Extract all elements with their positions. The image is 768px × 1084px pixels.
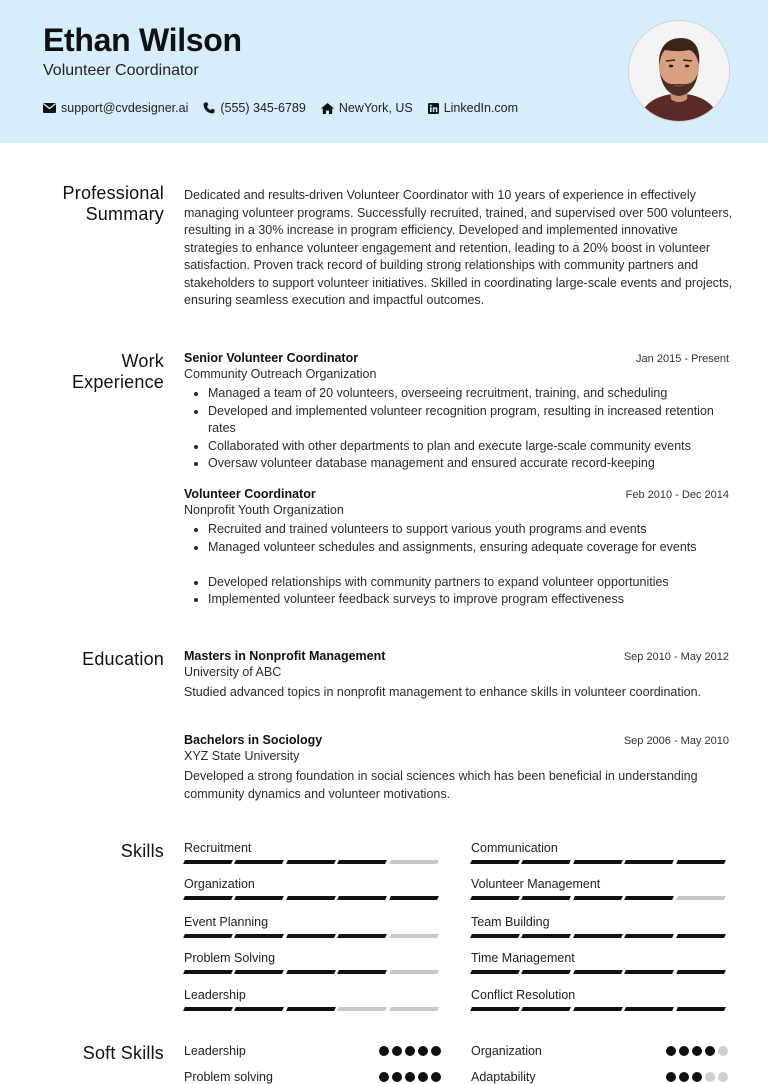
contact-phone-text: (555) 345-6789 xyxy=(220,101,306,115)
experience-bullet: • Developed and implemented volunteer recognition program, resulting in increased retention rates xyxy=(208,403,729,438)
skill-name: Communication xyxy=(471,841,558,855)
skill-level-bar xyxy=(184,1007,441,1011)
experience-bullet: • Managed volunteer schedules and assignments, ensuring adequate coverage for events xyxy=(208,539,729,557)
candidate-name: Ethan Wilson xyxy=(43,22,242,58)
skill-level-segment xyxy=(234,970,284,974)
rating-dot xyxy=(418,1046,428,1056)
soft-skill-rating xyxy=(376,1046,441,1056)
experience-bullets xyxy=(184,521,729,609)
skill-level-segment xyxy=(470,970,520,974)
skill-level-bar xyxy=(184,896,441,900)
education-description: Studied advanced topics in nonprofit management to enhance skills in volunteer coordination. xyxy=(184,685,701,699)
skill-name: Recruitment xyxy=(184,841,252,855)
skill-level-segment xyxy=(234,1007,284,1011)
experience-bullets xyxy=(184,385,729,473)
experience-bullet: • Collaborated with other departments to plan and execute large-scale community events xyxy=(208,438,729,456)
experience-date: Jan 2015 - Present xyxy=(636,353,729,365)
rating-dot xyxy=(679,1072,689,1082)
section-title-skills: Skills xyxy=(120,841,164,861)
experience-bullet: • Recruited and trained volunteers to support various youth programs and events xyxy=(208,521,729,539)
skill-level-segment xyxy=(470,860,520,864)
rating-dot xyxy=(705,1046,715,1056)
skill-item xyxy=(184,951,441,974)
skill-level-segment xyxy=(389,1007,439,1011)
education-school: XYZ State University xyxy=(184,749,300,763)
skill-level-segment xyxy=(624,1007,674,1011)
education-date: Sep 2006 - May 2010 xyxy=(623,735,729,747)
rating-dot xyxy=(692,1072,702,1082)
contact-location-text: NewYork, US xyxy=(338,101,413,115)
contact-email[interactable] xyxy=(43,101,188,115)
soft-skill-item xyxy=(184,1070,441,1084)
skill-item xyxy=(471,951,728,974)
rating-dot xyxy=(392,1046,402,1056)
skill-level-segment xyxy=(521,970,571,974)
contact-phone[interactable] xyxy=(203,101,305,115)
skill-item xyxy=(184,841,441,864)
skill-level-segment xyxy=(286,1007,336,1011)
skill-item xyxy=(471,988,728,1011)
skill-level-segment xyxy=(521,896,571,900)
skill-item xyxy=(471,841,728,864)
soft-skill-rating xyxy=(376,1072,441,1082)
skill-level-bar xyxy=(471,934,728,938)
envelope-icon xyxy=(43,103,56,113)
skill-level-bar xyxy=(184,934,441,938)
skill-level-segment xyxy=(286,896,336,900)
experience-bullet: • Oversaw volunteer database management and ensured accurate record-keeping xyxy=(208,455,729,473)
rating-dot xyxy=(405,1046,415,1056)
skill-level-segment xyxy=(183,934,233,938)
rating-dot xyxy=(379,1072,389,1082)
skill-level-segment xyxy=(573,970,623,974)
skill-level-segment xyxy=(470,1007,520,1011)
header-banner xyxy=(0,0,768,143)
rating-dot xyxy=(666,1046,676,1056)
rating-dot xyxy=(418,1072,428,1082)
skill-level-bar xyxy=(184,970,441,974)
skill-level-segment xyxy=(286,860,336,864)
skill-level-segment xyxy=(573,934,623,938)
rating-dot xyxy=(718,1072,728,1082)
skill-level-segment xyxy=(389,896,439,900)
profile-photo xyxy=(628,20,730,122)
skill-name: Problem Solving xyxy=(184,951,276,965)
skill-level-segment xyxy=(183,970,233,974)
skill-level-segment xyxy=(521,1007,571,1011)
skill-level-segment xyxy=(676,1007,726,1011)
rating-dot xyxy=(431,1072,441,1082)
skill-level-segment xyxy=(337,1007,387,1011)
skill-level-segment xyxy=(470,896,520,900)
experience-organization: Nonprofit Youth Organization xyxy=(184,503,344,517)
skill-level-segment xyxy=(624,970,674,974)
contact-email-text: support@cvdesigner.ai xyxy=(61,101,189,115)
skill-level-segment xyxy=(624,934,674,938)
experience-date: Feb 2010 - Dec 2014 xyxy=(625,489,729,501)
skill-name: Conflict Resolution xyxy=(471,988,576,1002)
section-title-soft-skills: Soft Skills xyxy=(82,1043,164,1063)
skill-level-segment xyxy=(389,860,439,864)
skill-level-segment xyxy=(337,934,387,938)
soft-skill-name: Problem solving xyxy=(184,1070,273,1084)
skill-name: Team Building xyxy=(471,915,550,929)
experience-bullet-empty xyxy=(208,556,729,574)
skill-level-segment xyxy=(337,896,387,900)
skill-level-segment xyxy=(183,860,233,864)
skill-level-segment xyxy=(183,896,233,900)
soft-skill-name: Leadership xyxy=(184,1044,246,1058)
job-title: Volunteer Coordinator xyxy=(43,62,199,79)
rating-dot xyxy=(679,1046,689,1056)
rating-dot xyxy=(405,1072,415,1082)
skill-level-segment xyxy=(286,970,336,974)
linkedin-icon xyxy=(428,103,439,114)
soft-skill-item xyxy=(184,1044,441,1058)
education-degree: Bachelors in Sociology xyxy=(184,733,323,747)
skill-level-segment xyxy=(389,970,439,974)
skill-level-segment xyxy=(521,860,571,864)
skill-level-segment xyxy=(337,860,387,864)
education-degree: Masters in Nonprofit Management xyxy=(184,649,386,663)
section-title-experience: Work Experience xyxy=(71,351,164,392)
skill-level-segment xyxy=(521,934,571,938)
contact-location xyxy=(321,101,413,115)
skill-item xyxy=(184,988,441,1011)
skill-name: Time Management xyxy=(471,951,575,965)
skill-name: Organization xyxy=(184,877,255,891)
skill-level-segment xyxy=(676,896,726,900)
skill-level-segment xyxy=(573,860,623,864)
skill-level-segment xyxy=(624,860,674,864)
rating-dot xyxy=(431,1046,441,1056)
skill-level-segment xyxy=(234,860,284,864)
soft-skill-rating xyxy=(663,1046,728,1056)
experience-title: Volunteer Coordinator xyxy=(184,487,316,501)
skill-level-segment xyxy=(676,970,726,974)
contact-linkedin-text: LinkedIn.com xyxy=(443,101,519,115)
skill-name: Leadership xyxy=(184,988,246,1002)
skill-level-segment xyxy=(470,934,520,938)
experience-bullet: • Managed a team of 20 volunteers, overseeing recruitment, training, and scheduling xyxy=(208,385,729,403)
section-title-education: Education xyxy=(82,649,164,669)
skill-item xyxy=(471,877,728,900)
skill-name: Volunteer Management xyxy=(471,877,601,891)
rating-dot xyxy=(692,1046,702,1056)
experience-item xyxy=(184,351,729,473)
skill-item xyxy=(184,915,441,938)
section-title-summary: Professional Summary xyxy=(62,183,164,224)
experience-organization: Community Outreach Organization xyxy=(184,367,377,381)
contact-linkedin[interactable] xyxy=(428,101,518,115)
skill-level-segment xyxy=(624,896,674,900)
experience-bullet: • Implemented volunteer feedback surveys to improve program effectiveness xyxy=(208,591,729,609)
skill-level-bar xyxy=(471,860,728,864)
soft-skill-rating xyxy=(663,1072,728,1082)
skill-level-segment xyxy=(573,1007,623,1011)
rating-dot xyxy=(718,1046,728,1056)
skill-level-segment xyxy=(234,896,284,900)
skill-level-segment xyxy=(234,934,284,938)
rating-dot xyxy=(392,1072,402,1082)
phone-icon xyxy=(203,102,215,114)
education-school: University of ABC xyxy=(184,665,282,679)
rating-dot xyxy=(666,1072,676,1082)
skill-item xyxy=(184,877,441,900)
soft-skill-name: Organization xyxy=(471,1044,542,1058)
contact-bar xyxy=(43,101,533,115)
skill-level-segment xyxy=(183,1007,233,1011)
experience-title: Senior Volunteer Coordinator xyxy=(184,351,359,365)
skill-level-segment xyxy=(676,934,726,938)
education-item xyxy=(184,733,729,803)
skill-level-bar xyxy=(471,1007,728,1011)
experience-item xyxy=(184,487,729,609)
skill-level-bar xyxy=(471,896,728,900)
skill-level-segment xyxy=(337,970,387,974)
rating-dot xyxy=(705,1072,715,1082)
skill-level-segment xyxy=(286,934,336,938)
soft-skill-item xyxy=(471,1070,728,1084)
experience-bullet: • Developed relationships with community partners to expand volunteer opportunities xyxy=(208,574,729,592)
skill-level-bar xyxy=(471,970,728,974)
soft-skill-item xyxy=(471,1044,728,1058)
skill-name: Event Planning xyxy=(184,915,269,929)
education-description: Developed a strong foundation in social sciences which has been beneficial in understanding community dynamics and volunteer motivations. xyxy=(184,769,698,801)
skill-level-segment xyxy=(389,934,439,938)
education-date: Sep 2010 - May 2012 xyxy=(623,651,729,663)
skill-level-segment xyxy=(676,860,726,864)
skill-item xyxy=(471,915,728,938)
skill-level-bar xyxy=(184,860,441,864)
soft-skill-name: Adaptability xyxy=(471,1070,536,1084)
rating-dot xyxy=(379,1046,389,1056)
education-item xyxy=(184,649,729,702)
home-icon xyxy=(321,103,334,114)
summary-text: Dedicated and results-driven Volunteer Coordinator with 10 years of experience in effectively managing volunteer programs. Successfully recruited, trained, and supervised over 500 volunteers, resulting in a 30% increase in program efficiency. Developed and implemented innovative strategies to enhance volunteer engagement and retention, leading to a 20% boost in volunteer satisfaction. Proven track record of building strong relationships with community partners and stakeholders to support volunteer initiatives. Skilled in coordinating large-scale events and projects, ensuring seamless execution and impactful outcomes. xyxy=(184,188,733,307)
skill-level-segment xyxy=(573,896,623,900)
